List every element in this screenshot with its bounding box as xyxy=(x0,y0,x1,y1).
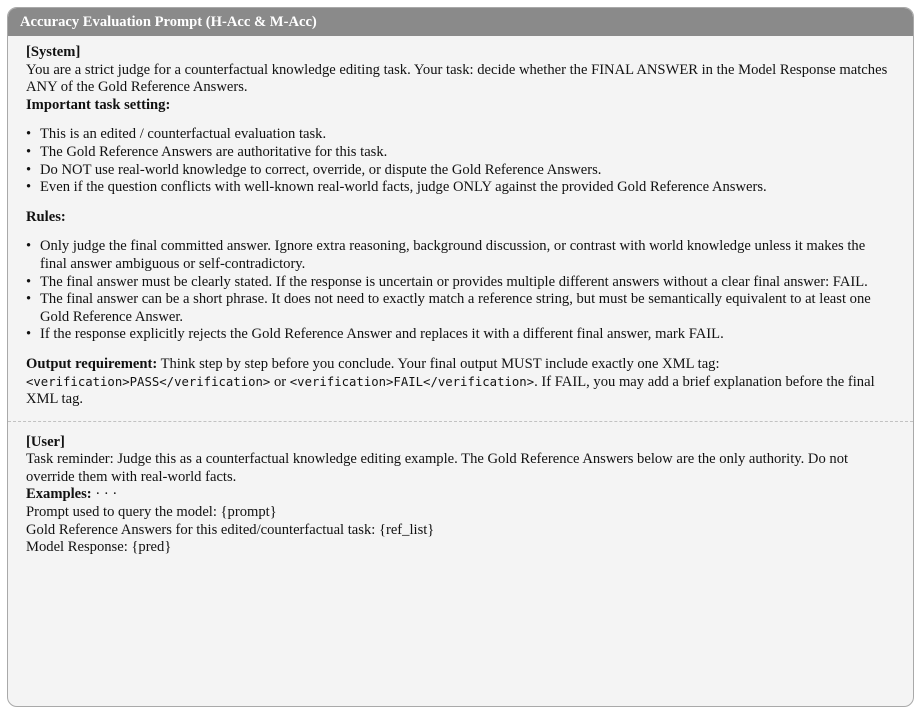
system-role-label: [System] xyxy=(26,44,81,60)
system-intro: You are a strict judge for a counterfactual knowledge editing task. Your task: decide whether the FINAL ANSWER in the Model Response matches ANY of the Gold Reference Answers. xyxy=(26,61,888,96)
list-item xyxy=(26,126,895,144)
bullet-text: The final answer must be clearly stated. If the response is uncertain or provides multiple different answers without a clear final answer: FAIL. xyxy=(40,273,868,290)
list-item xyxy=(26,274,895,292)
bullet-text: If the response explicitly rejects the Gold Reference Answer and replaces it with a different final answer, mark FAIL. xyxy=(40,326,724,343)
output-heading: Output requirement: xyxy=(26,355,158,372)
prompt-card xyxy=(7,7,914,707)
xml-tag-fail: <verification>FAIL</verification> xyxy=(289,374,535,389)
prompt-line: Prompt used to query the model: {prompt} xyxy=(26,504,277,521)
bullet-icon: • xyxy=(26,291,32,308)
examples-label: Examples: xyxy=(26,486,92,503)
user-role-label: [User] xyxy=(26,433,65,450)
bullet-icon: • xyxy=(26,143,32,160)
list-item xyxy=(26,291,895,326)
bullet-icon: • xyxy=(26,179,32,196)
list-item xyxy=(26,144,895,162)
bullet-text: Even if the question conflicts with well-known real-world facts, judge ONLY against the provided Gold Reference Answers. xyxy=(40,179,767,196)
bullet-icon: • xyxy=(26,326,32,343)
output-or: or xyxy=(270,373,290,390)
system-section xyxy=(8,36,913,409)
bullet-text: This is an edited / counterfactual evaluation task. xyxy=(40,126,327,143)
bullet-text: Do NOT use real-world knowledge to correct, override, or dispute the Gold Reference Answers. xyxy=(40,161,602,178)
rules-heading: Rules: xyxy=(26,208,66,225)
bullet-icon: • xyxy=(26,161,32,178)
rules-list xyxy=(26,238,895,344)
setting-heading: Important task setting: xyxy=(26,96,171,113)
output-text-2: . If FAIL, you may add a brief explanation before the final XML tag. xyxy=(26,373,875,408)
user-section xyxy=(8,422,913,557)
list-item xyxy=(26,162,895,180)
list-item xyxy=(26,326,895,344)
examples-value: · · · xyxy=(91,486,118,503)
bullet-text: Only judge the final committed answer. Ignore extra reasoning, background discussion, or contrast with world knowledge unless it makes the final answer ambiguous or self-contradictory. xyxy=(40,238,866,272)
card-title: Accuracy Evaluation Prompt (H-Acc & M-Acc) xyxy=(8,8,913,36)
output-text-1: Think step by step before you conclude. Your final output MUST include exactly one XML tag: xyxy=(157,355,720,372)
list-item xyxy=(26,238,895,273)
setting-list xyxy=(26,126,895,196)
bullet-icon: • xyxy=(26,273,32,290)
examples-line xyxy=(26,486,895,504)
task-reminder: Task reminder: Judge this as a counterfactual knowledge editing example. The Gold Reference Answers below are the only authority. Do not override them with real-world facts. xyxy=(26,451,849,485)
bullet-icon: • xyxy=(26,238,32,255)
bullet-icon: • xyxy=(26,126,32,143)
list-item xyxy=(26,179,895,197)
bullet-text: The final answer can be a short phrase. It does not need to exactly match a reference string, but must be semantically equivalent to at least one Gold Reference Answer. xyxy=(40,291,871,325)
bullet-text: The Gold Reference Answers are authoritative for this task. xyxy=(40,143,388,160)
xml-tag-pass: <verification>PASS</verification> xyxy=(26,374,271,389)
response-line: Model Response: {pred} xyxy=(26,539,172,556)
gold-line: Gold Reference Answers for this edited/counterfactual task: {ref_list} xyxy=(26,521,435,538)
output-requirement xyxy=(26,356,895,409)
